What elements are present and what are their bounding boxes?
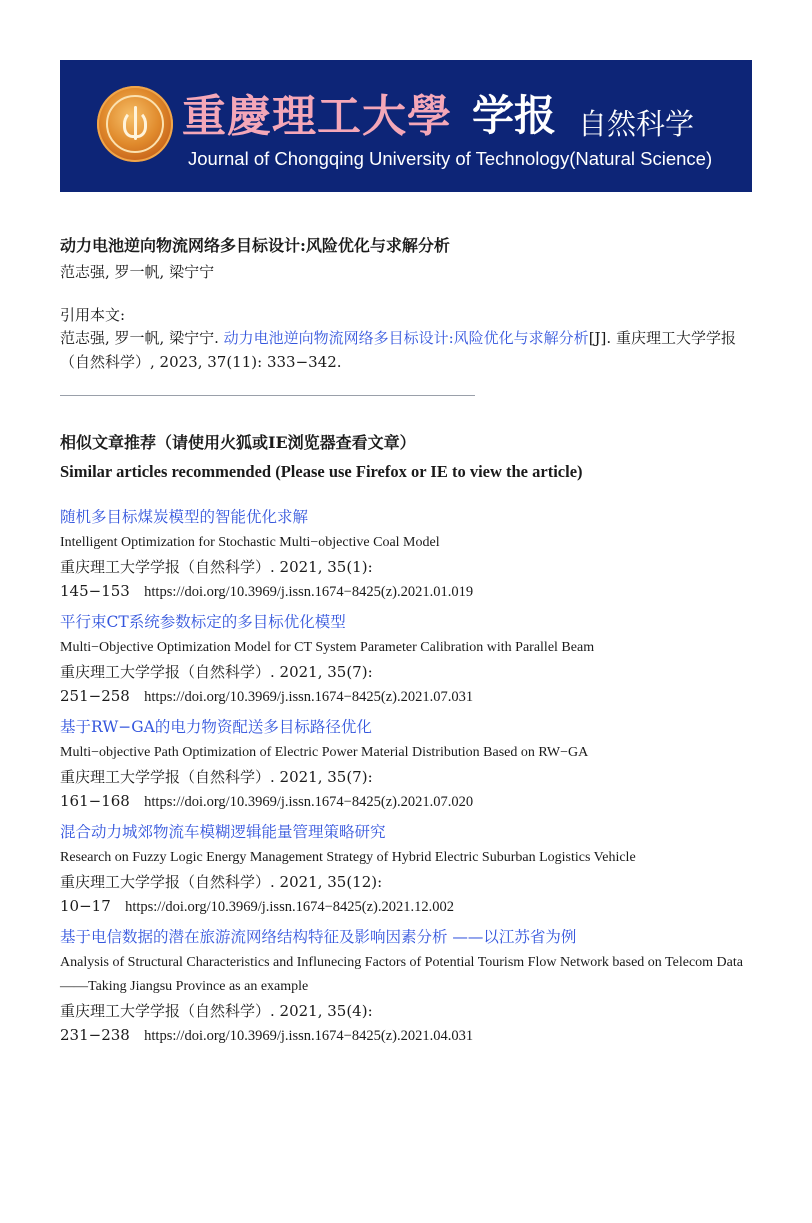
university-seal-logo [97, 86, 173, 162]
article-journal-info: 重庆理工大学学报（自然科学）. 2021, 35(4): 231−238 [60, 1002, 373, 1044]
article-title-en: Multi−objective Path Optimization of Electric Power Material Distribution Based on RW−GA [60, 745, 589, 760]
similar-articles-heading-en: Similar articles recommended (Please use Firefox or IE to view the article) [60, 462, 583, 481]
journal-edition-cn: 自然科学 [578, 107, 695, 141]
article-link[interactable]: 基于RW−GA的电力物资配送多目标路径优化 [60, 718, 372, 736]
article-source [60, 555, 754, 604]
article-journal-info: 重庆理工大学学报（自然科学）. 2021, 35(12): 10−17 [60, 873, 383, 915]
list-item [60, 715, 754, 814]
article-title: 动力电池逆向物流网络多目标设计:风险优化与求解分析 [60, 236, 450, 255]
article-link[interactable]: 平行束CT系统参数标定的多目标优化模型 [60, 613, 346, 631]
article-journal-info: 重庆理工大学学报（自然科学）. 2021, 35(7): 161−168 [60, 768, 373, 810]
list-item [60, 925, 754, 1048]
article-title-en: Intelligent Optimization for Stochastic Multi−objective Coal Model [60, 535, 440, 550]
list-item [60, 505, 754, 604]
citation-text [60, 326, 752, 374]
article-journal-info: 重庆理工大学学报（自然科学）. 2021, 35(1): 145−153 [60, 558, 373, 600]
article-doi[interactable]: https://doi.org/10.3969/j.issn.1674−8425(z).2021.07.031 [144, 689, 474, 705]
article-journal-info: 重庆理工大学学报（自然科学）. 2021, 35(7): 251−258 [60, 663, 373, 705]
article-title-en: Analysis of Structural Characteristics and Influnecing Factors of Potential Tourism Flow Network based on Telecom Data ——Taking Jiangsu Province as an example [60, 955, 743, 994]
article-source [60, 765, 754, 814]
article-link[interactable]: 随机多目标煤炭模型的智能优化求解 [60, 508, 309, 526]
similar-articles-heading-cn: 相似文章推荐（请使用火狐或IE浏览器查看文章） [60, 433, 416, 452]
journal-name-cn: 重慶理工大學 [182, 91, 452, 142]
citation-title-link[interactable]: 动力电池逆向物流网络多目标设计:风险优化与求解分析 [223, 329, 589, 347]
list-item [60, 610, 754, 709]
seal-emblem-bar [134, 106, 137, 140]
section-divider [60, 395, 475, 396]
article-title-en: Research on Fuzzy Logic Energy Management Strategy of Hybrid Electric Suburban Logistics Vehicle [60, 850, 636, 865]
article-doi[interactable]: https://doi.org/10.3969/j.issn.1674−8425(z).2021.01.019 [144, 584, 474, 600]
article-authors: 范志强, 罗一帆, 梁宁宁 [60, 263, 215, 281]
citation-source: [J]. 重庆理工大学学报（自然科学）, 2023, 37(11): 333−342. [60, 329, 736, 371]
article-doi[interactable]: https://doi.org/10.3969/j.issn.1674−8425(z).2021.07.020 [144, 794, 474, 810]
journal-banner [60, 60, 752, 192]
citation-authors: 范志强, 罗一帆, 梁宁宁. [60, 329, 219, 347]
article-link[interactable]: 基于电信数据的潜在旅游流网络结构特征及影响因素分析 ——以江苏省为例 [60, 928, 577, 946]
article-source [60, 999, 754, 1048]
article-title-en: Multi−Objective Optimization Model for CT System Parameter Calibration with Parallel Beam [60, 640, 595, 655]
article-source [60, 870, 754, 919]
citation-label: 引用本文: [60, 306, 126, 324]
journal-name-en: Journal of Chongqing University of Technology(Natural Science) [188, 148, 713, 169]
list-item [60, 820, 754, 919]
similar-articles-list [60, 505, 754, 1054]
article-source [60, 660, 754, 709]
article-link[interactable]: 混合动力城郊物流车模糊逻辑能量管理策略研究 [60, 823, 386, 841]
journal-suffix-cn: 学报 [472, 91, 557, 140]
article-doi[interactable]: https://doi.org/10.3969/j.issn.1674−8425(z).2021.12.002 [125, 899, 454, 915]
article-doi[interactable]: https://doi.org/10.3969/j.issn.1674−8425(z).2021.04.031 [144, 1028, 474, 1044]
